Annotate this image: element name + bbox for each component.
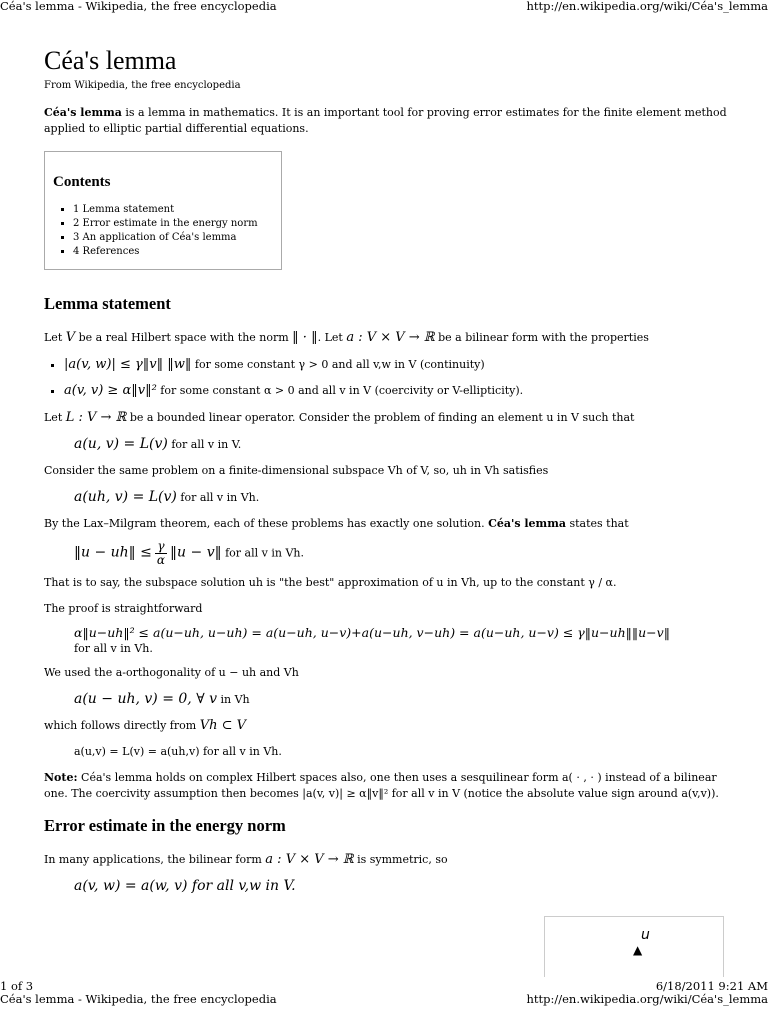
- equation: [74, 487, 734, 508]
- equation: [74, 689, 734, 710]
- math: |a(v, w)| ≤ γ‖v‖ ‖w‖: [64, 357, 192, 372]
- property-continuity: [64, 356, 734, 374]
- math: ‖ · ‖: [292, 330, 318, 345]
- text: for all v in Vh.: [221, 546, 304, 560]
- text: be a real Hilbert space with the norm: [75, 331, 293, 344]
- toc-item[interactable]: ▪ 2 Error estimate in the energy norm: [73, 217, 273, 231]
- text: for all v in Vh.: [176, 491, 260, 504]
- text: Let: [44, 411, 66, 424]
- proof-intro: The proof is straightforward: [44, 602, 203, 615]
- text: . Let: [317, 331, 347, 344]
- figure-label: u: [641, 927, 650, 943]
- math: a(u − uh, v) = 0, ∀ v: [74, 691, 218, 707]
- intro-paragraph: [44, 105, 734, 137]
- toc-item[interactable]: ▪ 4 References: [73, 245, 273, 259]
- note-paragraph: [44, 770, 734, 802]
- text: for all v in Vh.: [74, 642, 153, 655]
- math: a(v, w) = a(w, v) for all v,w in V.: [74, 878, 296, 894]
- text: By the Lax–Milgram theorem, each of these problems has exactly one solution.: [44, 517, 489, 530]
- math: L : V → ℝ: [65, 410, 127, 425]
- equation-proof: [74, 625, 734, 657]
- page-subtitle: From Wikipedia, the free encyclopedia: [44, 80, 241, 91]
- table-of-contents: [44, 151, 282, 270]
- math: ‖u − v‖: [170, 544, 222, 561]
- math: α‖u−uh‖² ≤ a(u−uh, u−uh) = a(u−uh, u−v)+a(u−uh, v−uh) = a(u−uh, u−v) ≤ γ‖u−uh‖‖u−v‖: [74, 625, 670, 640]
- symmetric-paragraph: [44, 852, 734, 868]
- math: ‖u − uh‖ ≤: [74, 544, 152, 561]
- article-content: [44, 40, 734, 905]
- text: states that: [565, 517, 629, 530]
- intro-bold: Céa's lemma: [44, 106, 122, 119]
- section-heading-lemma-statement: Lemma statement: [44, 294, 171, 313]
- arrow-icon: ▲: [633, 943, 643, 957]
- text: is symmetric, so: [353, 853, 448, 866]
- header-title: Céa's lemma - Wikipedia, the free encyclopedia: [0, 0, 277, 13]
- bold-text: Céa's lemma: [488, 517, 566, 530]
- math: a : V × V → ℝ: [265, 852, 354, 867]
- text: Céa's lemma holds on complex Hilbert spaces also, one then uses a sesquilinear form a( · , · ) instead of a bilinear one. The coercivity assumption then becomes |a(v, v)| ≥ α‖v‖² for all v in V (notice the absolute value sign around a(v,v)).: [44, 771, 719, 800]
- property-coercivity: [64, 382, 734, 400]
- math: Vh ⊂ V: [199, 718, 246, 733]
- subspace-paragraph: Consider the same problem on a finite-dimensional subspace Vh of V, so, uh in Vh satisfies: [44, 464, 549, 477]
- property-list: [44, 356, 734, 400]
- header-url[interactable]: http://en.wikipedia.org/wiki/Céa's_lemma: [526, 0, 768, 13]
- toc-list: [53, 203, 273, 259]
- text: for some constant α > 0 and all v in V (coercivity or V-ellipticity).: [156, 384, 524, 397]
- text: be a bilinear form with the properties: [434, 331, 649, 344]
- toc-item[interactable]: ▪ 3 An application of Céa's lemma: [73, 231, 273, 245]
- problem-paragraph: [44, 410, 734, 426]
- equation: [74, 434, 734, 455]
- figure-thumbnail[interactable]: [544, 916, 724, 977]
- text: be a bounded linear operator. Consider the problem of finding an element u in V such that: [126, 411, 635, 424]
- footer-title: Céa's lemma - Wikipedia, the free encyclopedia: [0, 992, 277, 1006]
- footer-page: 1 of 3: [0, 979, 34, 993]
- math: a : V × V → ℝ: [346, 330, 435, 345]
- section-heading-error-estimate: Error estimate in the energy norm: [44, 816, 286, 835]
- text: in Vh: [217, 693, 250, 706]
- math: a(v, v) ≥ α‖v‖²: [64, 383, 157, 398]
- toc-item[interactable]: ▪ 1 Lemma statement: [73, 203, 273, 217]
- follows-paragraph: [44, 718, 734, 734]
- math: V: [65, 330, 76, 345]
- page-title: Céa's lemma: [44, 46, 177, 75]
- denominator: α: [156, 553, 166, 567]
- footer-url[interactable]: http://en.wikipedia.org/wiki/Céa's_lemma: [526, 992, 768, 1006]
- equation: a(u,v) = L(v) = a(uh,v) for all v in Vh.: [74, 745, 282, 758]
- equation-cea: [74, 540, 734, 567]
- fraction: [155, 540, 166, 567]
- text: for all v in V.: [167, 438, 242, 451]
- math: a(u, v) = L(v): [74, 436, 168, 452]
- text: In many applications, the bilinear form: [44, 853, 266, 866]
- text: which follows directly from: [44, 719, 200, 732]
- toc-title: Contents: [53, 174, 111, 190]
- lemma-intro: [44, 330, 734, 346]
- numerator: γ: [157, 539, 165, 553]
- note-label: Note:: [44, 771, 78, 784]
- orthogonality-paragraph: We used the a-orthogonality of u − uh and Vh: [44, 666, 299, 679]
- equation: [74, 876, 734, 897]
- lax-milgram-paragraph: [44, 516, 734, 532]
- text: for some constant γ > 0 and all v,w in V (continuity): [191, 358, 485, 371]
- math: a(uh, v) = L(v): [74, 489, 177, 505]
- intro-text: is a lemma in mathematics. It is an important tool for proving error estimates for the finite element method applied to elliptic partial differential equations.: [44, 106, 727, 135]
- text: Let: [44, 331, 66, 344]
- footer-datetime: 6/18/2011 9:21 AM: [655, 979, 768, 993]
- best-approx-paragraph: That is to say, the subspace solution uh is "the best" approximation of u in Vh, up to the constant γ / α.: [44, 576, 617, 589]
